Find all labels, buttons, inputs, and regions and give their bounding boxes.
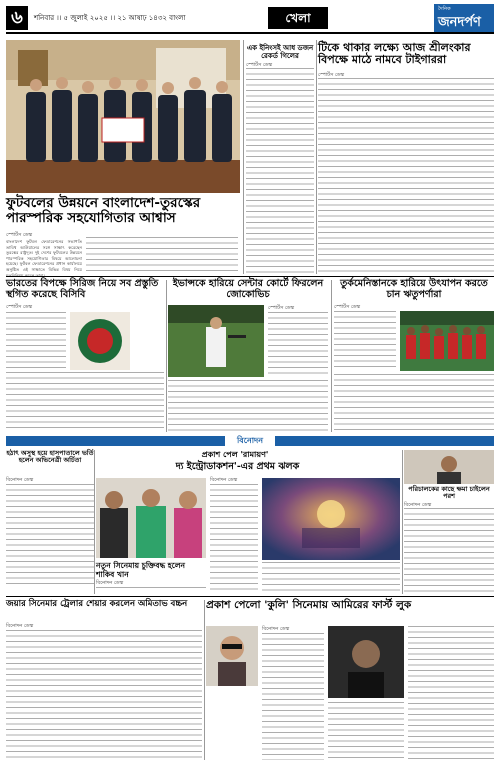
main-body-columns — [86, 237, 238, 273]
india-body-left — [6, 312, 66, 370]
main-headline: ফুটবলের উন্নয়নে বাংলাদেশ-তুরস্কের পারস্পরিক সহযোগিতার আশ্বাস — [6, 195, 201, 227]
date-line: শনিবার ।। ৫ জুলাই ২০২৫ ।। ২১ আষাঢ় ১৪৩২ বাংলা — [34, 14, 186, 22]
masthead-logo — [434, 4, 494, 32]
women-team-photo — [400, 311, 494, 371]
shakib-body — [96, 587, 206, 592]
shakib-byline: বিনোদন ডেস্ক — [96, 580, 124, 586]
ramayan-kicker: প্রকাশ পেল 'রামায়ণ' — [201, 449, 269, 459]
hospital-byline: বিনোদন ডেস্ক — [6, 477, 34, 483]
boss-byline: বিনোদন ডেস্ক — [404, 502, 432, 508]
shakib-headline: নতুন সিনেমায় চুক্তিবদ্ধ হলেন শাকিব খান — [96, 561, 186, 579]
india-body — [6, 372, 164, 432]
turkmen-headline: তুর্কমেনিস্তানকে হারিয়ে উৎযাপন করতে চান ঋতুপর্ণারা — [340, 278, 488, 300]
page-header — [6, 4, 494, 34]
hospital-headline: হঠাৎ অসুস্থ হয়ে হাসপাতালে ভর্তি হলেন অভিনেত্রী অর্চিতা — [6, 449, 94, 465]
side-body — [246, 68, 314, 273]
djokovic-headline: ইভান্সকে হারিয়ে সেন্টার কোর্টে ফিরলেন জোকোভিচ — [172, 278, 324, 300]
amitabh-headline: জয়ার সিনেমার ট্রেলার শেয়ার করলেন অমিতাভ বচ্চন — [6, 599, 188, 609]
masthead-small: দৈনিক — [438, 6, 451, 12]
djokovic-byline: স্পোর্টস ডেস্ক — [268, 305, 295, 311]
djokovic-body — [168, 380, 328, 432]
bff-meeting-photo — [6, 40, 240, 193]
turkmen-byline: স্পোর্টস ডেস্ক — [334, 304, 361, 310]
ramayan-headline: দ্য ইন্ট্রোডাকশন'-এর প্রথম ঝলক — [175, 461, 300, 472]
col-sep-5 — [94, 450, 95, 594]
djokovic-photo — [168, 305, 264, 377]
turkmen-body-left — [334, 311, 396, 371]
side-byline: স্পোর্টস ডেস্ক — [246, 62, 273, 68]
coolie-headline: প্রকাশ পেলো 'কুলি' সিনেমায় আমিরের ফার্স্ট লুক — [206, 599, 412, 611]
india-byline: স্পোর্টস ডেস্ক — [6, 304, 33, 310]
col-sep-2 — [316, 40, 317, 274]
hospital-body — [6, 484, 94, 584]
ramayan-body-1 — [210, 484, 258, 592]
col-sep-3 — [166, 280, 167, 432]
boss-body — [404, 508, 494, 592]
entertainment-label: বিনোদন — [225, 436, 275, 446]
main-body: বাংলাদেশ ফুটবল ফেডারেশনের সভাপতি তাবিথ আউয়ালের সঙ্গে সাক্ষাৎ করেছেন তুরস্কের রাষ্ট্রদূত। দুই দেশের ফুটবলের উন্নয়নে পারস্পরিক সহযোগিতার বিষয়ে আলোচনা হয়েছে। ফুটবল ফেডারেশনের প্রধান কার্যালয়ে অনুষ্ঠিত এই সাক্ষাতে বিভিন্ন বিষয় নিয়ে — [6, 239, 82, 272]
masthead-name: জনদর্পণ — [438, 15, 481, 30]
divider-2 — [6, 596, 494, 597]
ramayan-byline: বিনোদন ডেস্ক — [210, 477, 238, 483]
india-headline: ভারতের বিপক্ষে সিরিজ নিয়ে সব প্রস্তুতি স্থগিত করেছে বিসিবি — [6, 278, 159, 300]
page-number: ৬ — [6, 6, 28, 30]
djokovic-body-right — [268, 312, 328, 378]
amitabh-body — [6, 630, 202, 760]
coolie-body-mid — [328, 702, 404, 760]
boss-headline: পরিচালকের কাছে ক্ষমা চাইলেন পরশ — [408, 485, 490, 501]
col-sep-6 — [402, 450, 403, 594]
side-headline: এক ইনিংসই আধ ডজন রেকর্ড গিলের — [246, 43, 314, 60]
col-sep-1 — [243, 40, 244, 274]
shakib-khan-photo — [96, 478, 206, 558]
bcb-logo-photo — [70, 312, 130, 370]
tigers-body — [318, 78, 494, 273]
col-sep-4 — [331, 280, 332, 432]
ramayan-poster — [262, 478, 400, 560]
amitabh-photo — [206, 626, 258, 686]
tigers-byline: স্পোর্টস ডেস্ক — [318, 72, 345, 78]
coolie-body-left — [262, 633, 324, 760]
section-label: খেলা — [268, 7, 328, 29]
divider-1 — [6, 276, 494, 277]
actor-photo-right — [404, 450, 494, 484]
coolie-body-right — [408, 626, 494, 760]
coolie-byline: বিনোদন ডেস্ক — [262, 626, 290, 632]
turkmen-body — [334, 374, 494, 432]
amitabh-byline: বিনোদন ডেস্ক — [6, 623, 34, 629]
ramayan-body-2 — [262, 562, 400, 592]
aamir-first-look-photo — [328, 626, 404, 698]
col-sep-7 — [204, 600, 205, 760]
main-byline: স্পোর্টস ডেস্ক — [6, 232, 33, 238]
tigers-headline: টিকে থাকার লক্ষ্যে আজ শ্রীলংকার বিপক্ষে মাঠে নামবে টাইগাররা — [318, 41, 471, 67]
